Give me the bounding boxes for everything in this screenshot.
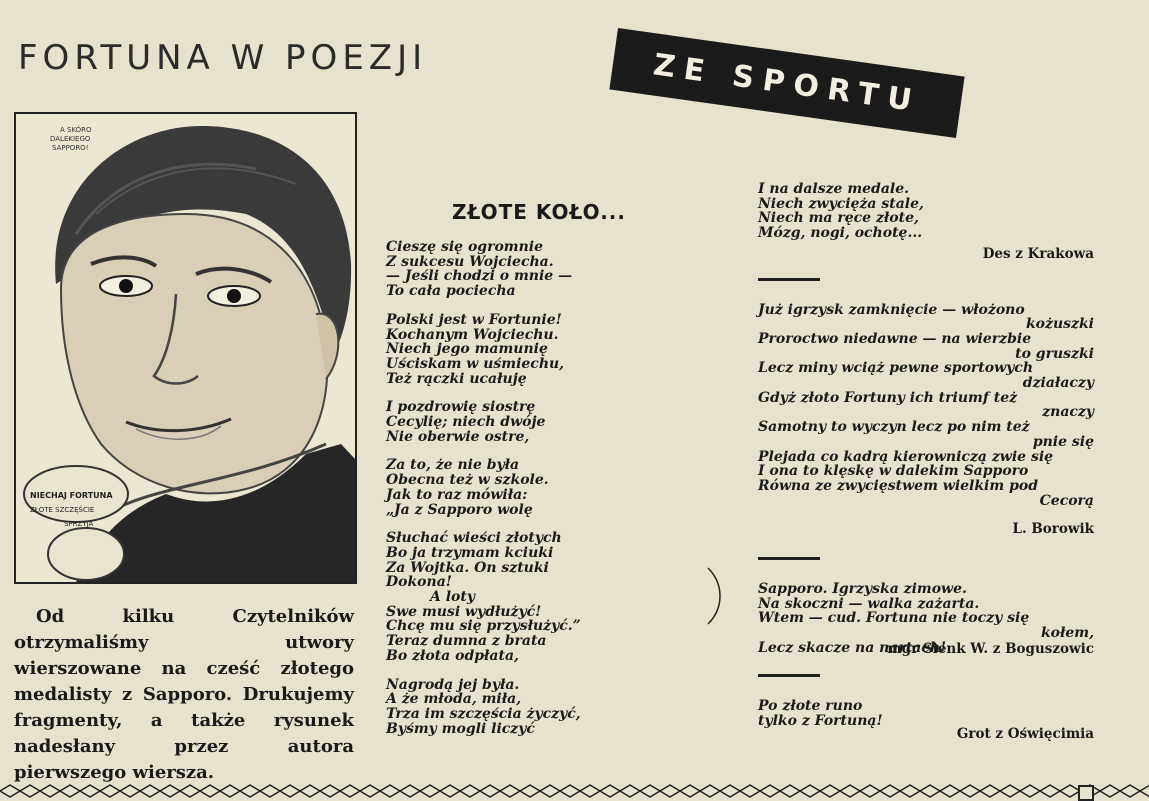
poem-fragment — [758, 303, 1094, 538]
portrait-sketch — [16, 114, 355, 582]
verse-line: I na dalsze medale. — [758, 181, 910, 197]
verse-line: Obecna też w szkole. — [386, 472, 549, 489]
verse-line: Za Wojtka. On sztuki — [386, 559, 549, 576]
verse-line: — Jeśli chodzi o mnie — — [386, 268, 573, 285]
intro-paragraph: Od kilku Czytelników otrzymaliśmy utwory wierszowane na cześć złotego medalisty z Sapporo. Drukujemy fragmenty, a także rysunek nadesłany przez autora pierwszego wiersza. — [14, 606, 354, 783]
verse-line: Trza im szczęścia życzyć, — [386, 705, 581, 722]
verse-line: Kochanym Wojciechu. — [386, 326, 559, 343]
verse-line: Plejada co kadrą kierowniczą zwie się — [758, 448, 1054, 465]
verse-line: Za to, że nie była — [386, 457, 520, 474]
verse-line: To cała pociecha — [386, 283, 516, 300]
divider — [758, 674, 820, 677]
verse-line: Po złote runo — [758, 698, 863, 715]
verse-line: Proroctwo niedawne — na wierzbie — [758, 330, 1032, 347]
verse-line: Lecz miny wciąż pewne sportowych — [758, 360, 1033, 377]
poem-author: Grot z Oświęcimia — [956, 725, 1094, 742]
stanza — [386, 240, 626, 299]
verse-line: Samotny to wyczyn lecz po nim też — [758, 419, 1030, 436]
page-headline: FORTUNA W POEZJI — [18, 38, 428, 78]
verse-line: Już igrzysk zamknięcie — włożono — [758, 301, 1025, 318]
verse-line: Mózg, nogi, ochotę... — [758, 225, 923, 242]
stanza — [386, 678, 626, 737]
portrait-drawing — [14, 112, 357, 584]
verse-line: Dokona! — [386, 574, 452, 591]
verse-line: Cecylię; niech dwóje — [386, 414, 546, 431]
verse-line: pnie się — [1032, 433, 1094, 450]
verse-line: Bo złota odpłata, — [386, 647, 519, 664]
portrait-corner-text-3: SAPPORO! — [52, 144, 89, 152]
verse-line: Byśmy mogli liczyć — [386, 720, 535, 737]
verse-line: Polski jest w Fortunie! — [386, 311, 562, 328]
stanza — [386, 400, 626, 444]
portrait-badge-text-2: ZŁOTE SZCZĘŚCIE — [30, 506, 95, 514]
poem-author: L. Borowik — [1012, 521, 1094, 538]
verse-line: Na skoczni — walka zażarta. — [758, 595, 980, 612]
section-badge — [609, 28, 964, 138]
verse-line: Chcę mu się przysłużyć.” — [386, 618, 581, 635]
verse-line: A loty — [430, 589, 475, 606]
verse-line: Równa ze zwycięstwem wielkim pod — [758, 477, 1038, 494]
divider — [758, 278, 820, 281]
poem-column-right — [758, 182, 1094, 741]
poem-author: Des z Krakowa — [982, 245, 1094, 262]
verse-line: Nie oberwie ostre, — [386, 428, 530, 445]
verse-line: Jak to raz mówiła: — [386, 486, 528, 503]
verse-line: działaczy — [1022, 375, 1094, 392]
poem-fragment — [758, 699, 1094, 741]
verse-line: znaczy — [1042, 404, 1094, 421]
decorative-parenthesis — [702, 566, 726, 626]
verse-line: kołem, — [1040, 625, 1094, 642]
verse-line: Cieszę się ogromnie — [386, 239, 544, 255]
portrait-corner-text-1: A SKÓRO — [60, 126, 92, 134]
verse-line: Swe musi wydłużyć! — [386, 603, 542, 620]
stanza — [386, 313, 626, 387]
poem-fragment — [758, 582, 1094, 656]
verse-line: Wtem — cud. Fortuna nie toczy się — [758, 610, 1030, 627]
verse-line: Nagrodą jej była. — [386, 676, 520, 693]
verse-line: Teraz dumna z brata — [386, 633, 547, 650]
verse-line: I pozdrowię siostrę — [386, 399, 536, 416]
verse-line: A że młoda, miła, — [386, 691, 522, 708]
corner-marker — [1078, 785, 1094, 801]
portrait-corner-text-2: DALEKIEGO — [50, 135, 91, 143]
decorative-border — [0, 784, 1149, 798]
verse-line: Z sukcesu Wojciecha. — [386, 253, 554, 270]
verse-line: Cecorą — [1039, 492, 1094, 509]
verse-line: „Ja z Sapporo wolę — [386, 501, 533, 518]
poem-column-center — [386, 240, 626, 750]
divider — [758, 557, 820, 560]
verse-line: kożuszki — [1025, 316, 1094, 333]
verse-line: to gruszki — [1015, 345, 1094, 362]
verse-line: Gdyż złoto Fortuny ich triumf też — [758, 389, 1018, 406]
verse-line: Słuchać wieści złotych — [386, 530, 562, 547]
stanza — [386, 458, 626, 517]
verse-line: Niech ma ręce złote, — [758, 210, 919, 227]
portrait-badge-text-1: NIECHAJ FORTUNA — [30, 491, 113, 500]
poem-continuation — [758, 182, 1094, 262]
poem-author: mgr Sienk W. z Boguszowic — [887, 640, 1094, 657]
verse-line: tylko z Fortuną! — [758, 712, 883, 729]
stanza — [386, 531, 626, 663]
section-badge-label: ZE SPORTU — [651, 46, 923, 120]
verse-line: I ona to klęskę w dalekim Sapporo — [758, 463, 1029, 480]
verse-line: Niech jego mamunię — [386, 341, 548, 358]
verse-line: Bo ja trzymam kciuki — [386, 544, 554, 561]
verse-line: Lecz skacze na nartach! — [758, 639, 947, 656]
portrait-badge-text-3: SPRZYJA — [64, 520, 94, 528]
verse-line: Też rączki ucałuję — [386, 370, 527, 387]
poem-title: ZŁOTE KOŁO... — [452, 200, 626, 224]
verse-line: Niech zwycięża stale, — [758, 195, 924, 212]
verse-line: Sapporo. Igrzyska zimowe. — [758, 581, 967, 598]
verse-line: Uściskam w uśmiechu, — [386, 355, 565, 372]
